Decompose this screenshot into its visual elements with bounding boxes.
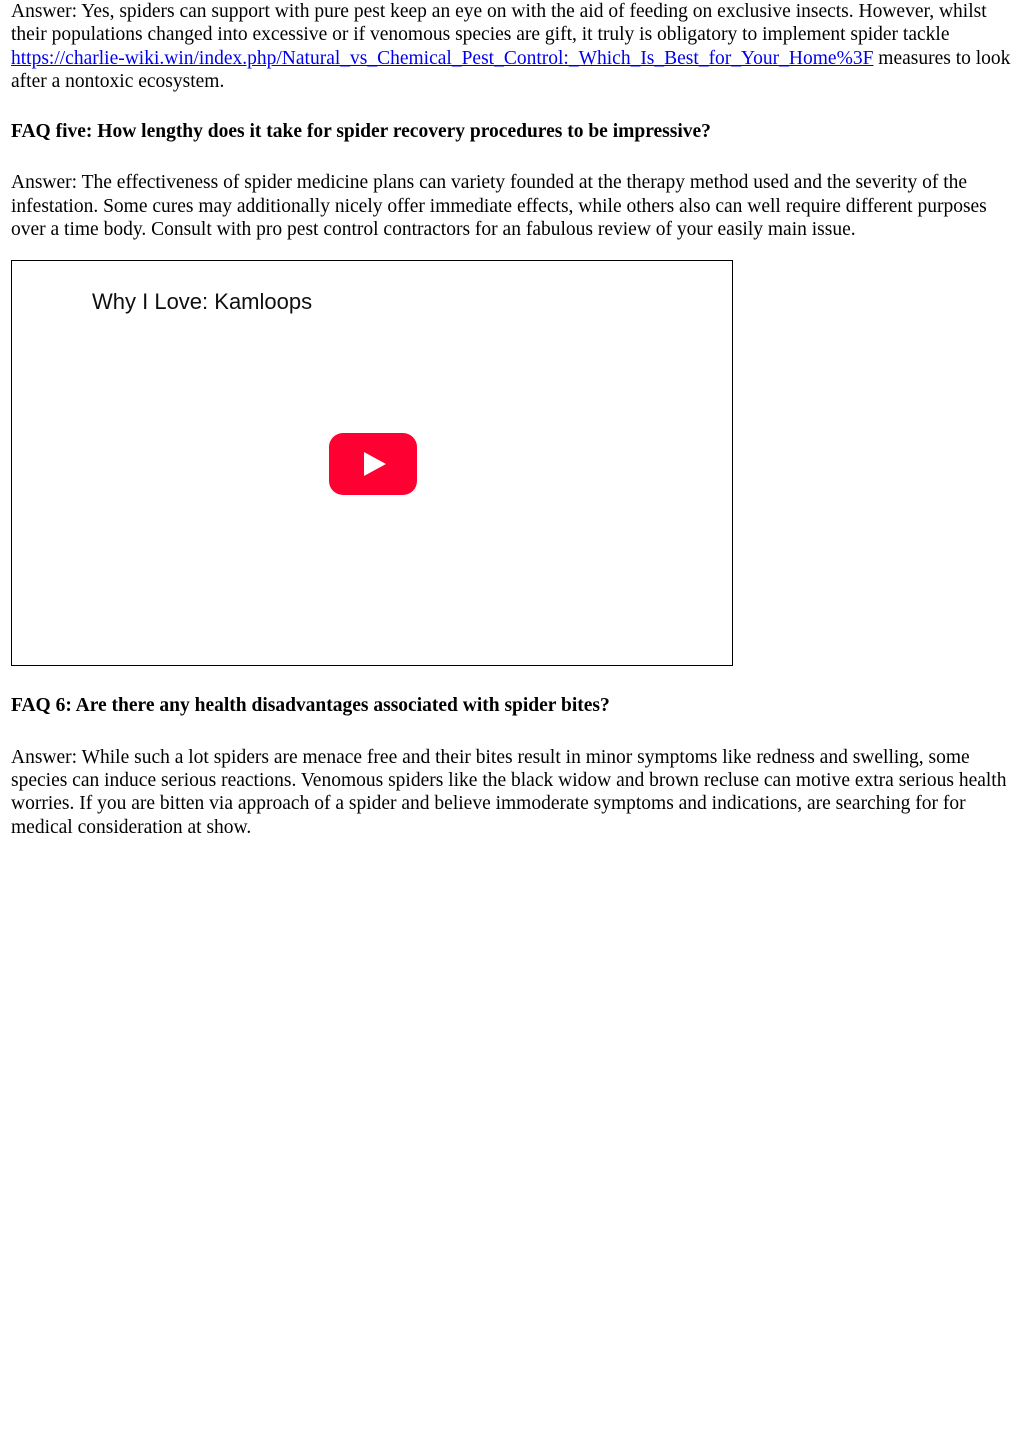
play-icon — [329, 433, 417, 495]
faq-5-answer: Answer: The effectiveness of spider medicine plans can variety founded at the therapy method used and the severity of the infestation. Some cures may additionally nicely offer immediate effects, while others also can well require different purposes over a time body. Consult with pro pest control contractors for an fabulous review of your easily main issue. — [11, 172, 987, 241]
faq-5-question: FAQ five: How lengthy does it take for spider recovery procedures to be impressive? — [11, 121, 711, 143]
play-button[interactable] — [329, 433, 417, 495]
faq-6-answer: Answer: While such a lot spiders are menace free and their bites result in minor symptoms like redness and swelling, some species can induce serious reactions. Venomous spiders like the black widow and brown recluse can motive extra serious health worries. If you are bitten via approach of a spider and believe immoderate symptoms and indications, are searching for for medical consideration at show. — [11, 746, 1007, 838]
answer-text-before-link: Answer: Yes, spiders can support with pure pest keep an eye on with the aid of feeding on exclusive insects. However, whilst their populations changed into excessive or if venomous species are gift, it truly is obligatory to implement spider tackle — [11, 1, 987, 46]
natural-vs-chemical-pest-control-link[interactable]: https://charlie-wiki.win/index.php/Natural_vs_Chemical_Pest_Control:_Which_Is_Best_for_Your_Home%3F — [11, 47, 874, 69]
article-content — [11, 0, 1011, 839]
answer-paragraph-4 — [11, 0, 1011, 93]
video-title[interactable]: Why I Love: Kamloops — [92, 289, 313, 315]
video-embed[interactable] — [11, 260, 733, 666]
faq-6-question: FAQ 6: Are there any health disadvantages associated with spider bites? — [11, 695, 610, 717]
answer-text-after-link: measures to look after a nontoxic ecosystem. — [11, 47, 1011, 92]
